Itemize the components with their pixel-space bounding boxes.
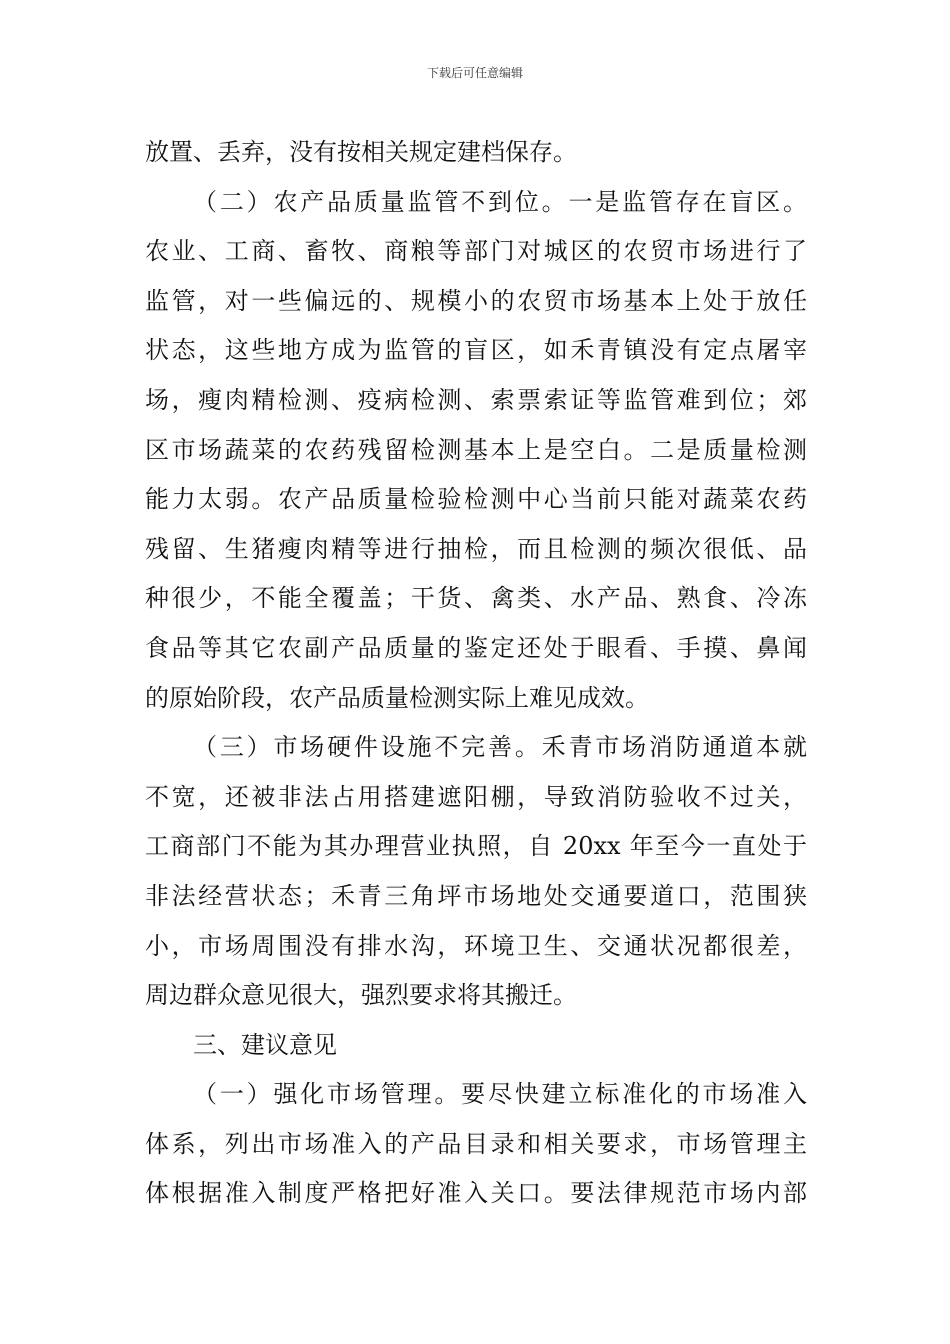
text-line: 残留、生猪瘦肉精等进行抽检，而且检测的频次很低、品: [145, 534, 807, 563]
text-line: 周边群众意见很大，强烈要求将其搬迁。: [145, 981, 577, 1010]
text-line: 的原始阶段，农产品质量检测实际上难见成效。: [145, 683, 649, 712]
text-line: 非法经营状态；禾青三角坪市场地处交通要道口，范围狭: [145, 881, 807, 910]
text-line: 能力太弱。农产品质量检验检测中心当前只能对蔬菜农药: [145, 485, 807, 514]
text-line: 种很少，不能全覆盖；干货、禽类、水产品、熟食、冷冻: [145, 584, 807, 613]
text-line: （二）农产品质量监管不到位。一是监管存在盲区。: [193, 187, 807, 216]
text-line: 体系，列出市场准入的产品目录和相关要求，市场管理主: [145, 1129, 807, 1158]
text-line: 小，市场周围没有排水沟，环境卫生、交通状况都很差，: [145, 931, 807, 960]
page-header: 下载后可任意编辑: [426, 66, 523, 80]
text-line: 状态，这些地方成为监管的盲区，如禾青镇没有定点屠宰: [145, 336, 807, 365]
text-line: 农业、工商、畜牧、商粮等部门对城区的农贸市场进行了: [145, 237, 807, 266]
document-body: [145, 128, 807, 1219]
text-line: 工商部门不能为其办理营业执照，自 20xx 年至今一直处于: [145, 832, 807, 861]
text-line: 食品等其它农副产品质量的鉴定还处于眼看、手摸、鼻闻: [145, 633, 807, 662]
text-line: 放置、丢弃，没有按相关规定建档保存。: [145, 138, 577, 166]
text-line: 场，瘦肉精检测、疫病检测、索票索证等监管难到位；郊: [145, 385, 807, 414]
text-line: 区市场蔬菜的农药残留检测基本上是空白。二是质量检测: [145, 435, 807, 464]
text-line: 体根据准入制度严格把好准入关口。要法律规范市场内部: [145, 1179, 807, 1208]
text-line: 监管，对一些偏远的、规模小的农贸市场基本上处于放任: [145, 286, 807, 315]
text-line: （三）市场硬件设施不完善。禾青市场消防通道本就: [193, 733, 807, 762]
text-line: 不宽，还被非法占用搭建遮阳棚，导致消防验收不过关，: [145, 782, 807, 811]
text-line: （一）强化市场管理。要尽快建立标准化的市场准入: [193, 1080, 807, 1109]
section-heading: 三、建议意见: [193, 1030, 337, 1059]
